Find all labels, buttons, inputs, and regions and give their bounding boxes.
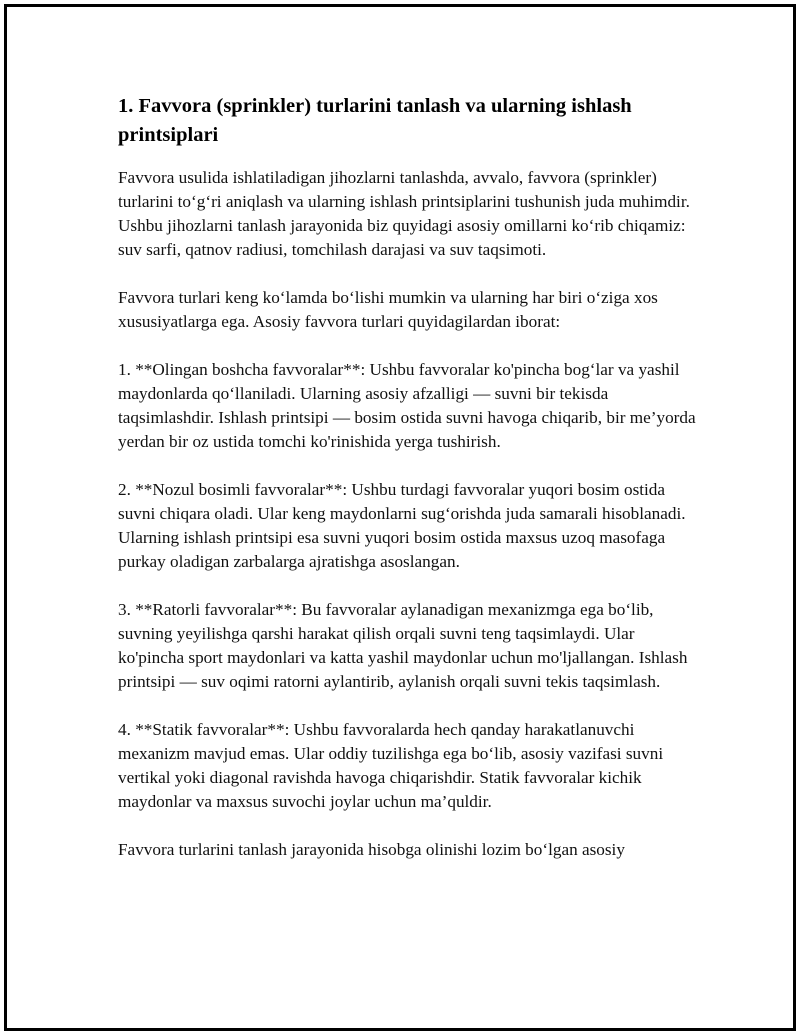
paragraph-item-2: 2. **Nozul bosimli favvoralar**: Ushbu turdagi favvoralar yuqori bosim ostida suvni chiqara oladi. Ular keng maydonlarni sug‘orishda juda samarali hisoblanadi. Ularning ishlash printsipi esa suvni yuqori bosim ostida maxsus uzoq masofaga purkay oladigan zarbalarga ajratishga asoslangan. [118,480,686,571]
paragraph-intro: Favvora usulida ishlatiladigan jihozlarni tanlashda, avvalo, favvora (sprinkler) turlarini to‘g‘ri aniqlash va ularning ishlash printsiplarini tushunish juda muhimdir. Ushbu jihozlarni tanlash jarayonida biz quyidagi asosiy omillarni ko‘rib chiqamiz: suv sarfi, qatnov radiusi, tomchilash darajasi va suv taqsimoti. [118,168,690,259]
paragraph-closing: Favvora turlarini tanlash jarayonida hisobga olinishi lozim bo‘lgan asosiy [118,840,625,859]
paragraph-item-4: 4. **Statik favvoralar**: Ushbu favvoralarda hech qanday harakatlanuvchi mexanizm mavjud emas. Ular oddiy tuzilishga ega bo‘lib, asosiy vazifasi suvni vertikal yoki diagonal ravishda havoga chiqarishdir. Statik favvoralar kichik maydonlar va maxsus suvochi joylar uchun ma’quldir. [118,720,664,811]
section-heading: 1. Favvora (sprinkler) turlarini tanlash va ularning ishlash printsiplari [118,95,632,146]
document-body [118,92,698,862]
paragraph-item-1: 1. **Olingan boshcha favvoralar**: Ushbu favvoralar ko'pincha bog‘lar va yashil maydonlarda qo‘llaniladi. Ularning asosiy afzalligi — suvni bir tekisda taqsimlashdir. Ishlash printsipi — bosim ostida suvni havoga chiqarib, bir me’yorda yerdan bir oz ustida tomchi ko'rinishida yerga tushirish. [118,360,696,451]
paragraph-item-3: 3. **Ratorli favvoralar**: Bu favvoralar aylanadigan mexanizmga ega bo‘lib, suvning yeyilishga qarshi harakat qilish orqali suvni teng taqsimlaydi. Ular ko'pincha sport maydonlari va katta yashil maydonlar uchun mo'ljallangan. Ishlash printsipi — suv oqimi ratorni aylantirib, aylanish orqali suvni tekis taqsimlash. [118,600,688,691]
paragraph-types-overview: Favvora turlari keng ko‘lamda bo‘lishi mumkin va ularning har biri o‘ziga xos xususiyatlarga ega. Asosiy favvora turlari quyidagilardan iborat: [118,288,658,331]
